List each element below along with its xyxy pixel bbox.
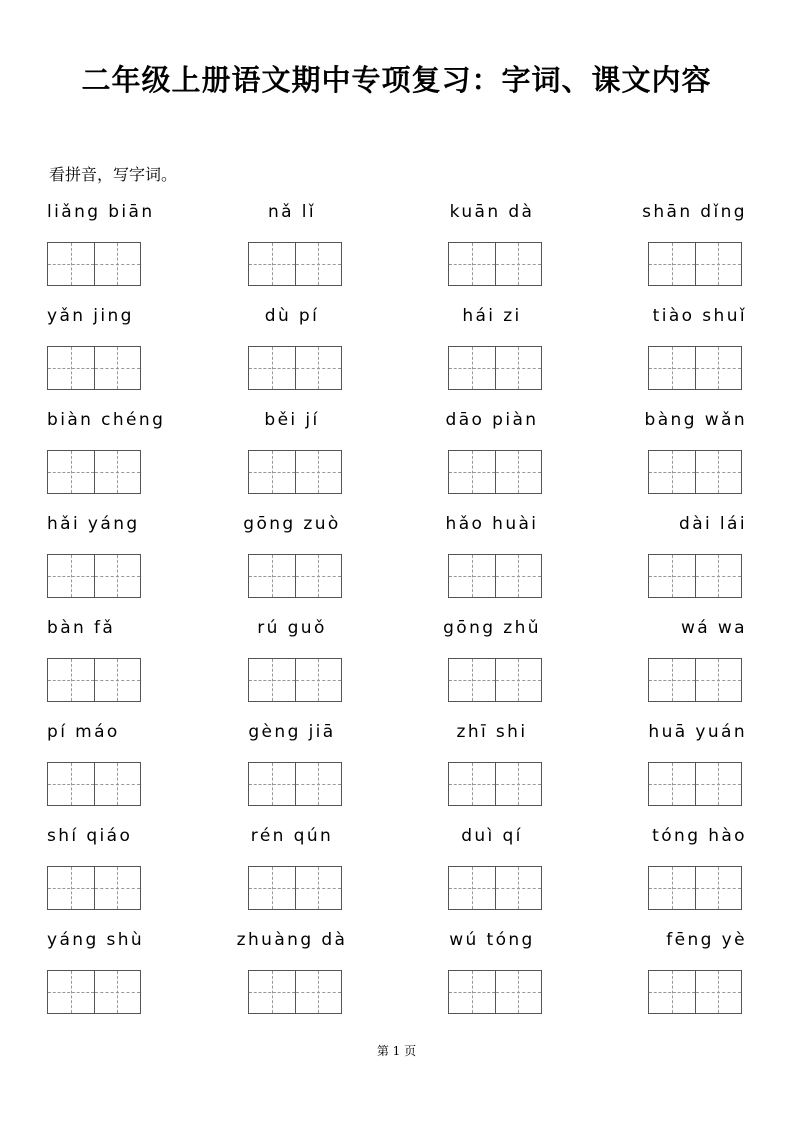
word-item — [202, 826, 382, 930]
writing-boxes — [248, 658, 342, 702]
tian-zi-ge-box[interactable] — [695, 555, 742, 597]
tian-zi-ge-box[interactable] — [249, 347, 295, 389]
word-item — [567, 514, 747, 618]
pinyin-label: zhuàng dà — [236, 930, 348, 950]
writing-boxes — [448, 346, 542, 390]
word-item — [47, 826, 227, 930]
writing-boxes — [448, 762, 542, 806]
pinyin-label: huā yuán — [648, 722, 747, 742]
tian-zi-ge-box[interactable] — [649, 347, 695, 389]
writing-boxes — [248, 346, 342, 390]
pinyin-label: shí qiáo — [47, 826, 133, 846]
tian-zi-ge-box[interactable] — [48, 867, 94, 909]
tian-zi-ge-box[interactable] — [495, 971, 542, 1013]
tian-zi-ge-box[interactable] — [295, 243, 342, 285]
word-item — [567, 306, 747, 410]
pinyin-label: fēng yè — [666, 930, 747, 950]
tian-zi-ge-box[interactable] — [695, 347, 742, 389]
tian-zi-ge-box[interactable] — [649, 555, 695, 597]
tian-zi-ge-box[interactable] — [649, 971, 695, 1013]
pinyin-label: gōng zhǔ — [443, 618, 541, 638]
word-item — [47, 618, 227, 722]
word-item — [202, 410, 382, 514]
writing-boxes — [648, 346, 742, 390]
tian-zi-ge-box[interactable] — [695, 659, 742, 701]
pinyin-label: yáng shù — [47, 930, 145, 950]
pinyin-label: kuān dà — [449, 202, 535, 222]
writing-boxes — [47, 346, 141, 390]
exercise-row — [47, 514, 747, 618]
tian-zi-ge-box[interactable] — [295, 451, 342, 493]
pinyin-label: bàn fǎ — [47, 618, 116, 638]
pinyin-label: duì qí — [461, 826, 523, 846]
word-item — [567, 930, 747, 1034]
tian-zi-ge-box[interactable] — [295, 347, 342, 389]
pinyin-label: hái zi — [462, 306, 522, 326]
tian-zi-ge-box[interactable] — [94, 867, 141, 909]
writing-boxes — [248, 970, 342, 1014]
exercise-row — [47, 722, 747, 826]
tian-zi-ge-box[interactable] — [449, 451, 495, 493]
tian-zi-ge-box[interactable] — [295, 763, 342, 805]
word-item — [402, 930, 582, 1034]
pinyin-label: liǎng biān — [47, 202, 155, 222]
tian-zi-ge-box[interactable] — [249, 971, 295, 1013]
tian-zi-ge-box[interactable] — [249, 659, 295, 701]
word-item — [202, 202, 382, 306]
tian-zi-ge-box[interactable] — [94, 555, 141, 597]
tian-zi-ge-box[interactable] — [249, 867, 295, 909]
writing-boxes — [648, 970, 742, 1014]
word-item — [47, 410, 227, 514]
word-item — [47, 930, 227, 1034]
tian-zi-ge-box[interactable] — [495, 243, 542, 285]
tian-zi-ge-box[interactable] — [695, 243, 742, 285]
writing-boxes — [448, 866, 542, 910]
tian-zi-ge-box[interactable] — [449, 867, 495, 909]
tian-zi-ge-box[interactable] — [94, 763, 141, 805]
tian-zi-ge-box[interactable] — [495, 555, 542, 597]
pinyin-exercise-grid — [47, 202, 747, 1034]
tian-zi-ge-box[interactable] — [48, 243, 94, 285]
pinyin-label: gèng jiā — [248, 722, 336, 742]
pinyin-label: běi jí — [264, 410, 320, 430]
pinyin-label: wú tóng — [449, 930, 535, 950]
tian-zi-ge-box[interactable] — [695, 763, 742, 805]
tian-zi-ge-box[interactable] — [295, 867, 342, 909]
tian-zi-ge-box[interactable] — [249, 555, 295, 597]
exercise-row — [47, 306, 747, 410]
tian-zi-ge-box[interactable] — [695, 971, 742, 1013]
pinyin-label: rú guǒ — [257, 618, 327, 638]
tian-zi-ge-box[interactable] — [449, 347, 495, 389]
word-item — [402, 722, 582, 826]
writing-boxes — [248, 762, 342, 806]
writing-boxes — [448, 450, 542, 494]
pinyin-label: tóng hào — [652, 826, 747, 846]
writing-boxes — [47, 450, 141, 494]
tian-zi-ge-box[interactable] — [94, 451, 141, 493]
page-title: 二年级上册语文期中专项复习：字词、课文内容 — [81, 63, 712, 97]
writing-boxes — [47, 866, 141, 910]
exercise-row — [47, 826, 747, 930]
pinyin-label: pí máo — [47, 722, 120, 742]
pinyin-label: gōng zuò — [243, 514, 341, 534]
writing-boxes — [47, 970, 141, 1014]
tian-zi-ge-box[interactable] — [295, 555, 342, 597]
word-item — [47, 202, 227, 306]
tian-zi-ge-box[interactable] — [649, 243, 695, 285]
word-item — [47, 722, 227, 826]
tian-zi-ge-box[interactable] — [48, 347, 94, 389]
writing-boxes — [47, 242, 141, 286]
tian-zi-ge-box[interactable] — [495, 763, 542, 805]
tian-zi-ge-box[interactable] — [649, 451, 695, 493]
tian-zi-ge-box[interactable] — [449, 659, 495, 701]
tian-zi-ge-box[interactable] — [495, 867, 542, 909]
word-item — [567, 410, 747, 514]
writing-boxes — [248, 242, 342, 286]
tian-zi-ge-box[interactable] — [48, 451, 94, 493]
writing-boxes — [248, 554, 342, 598]
tian-zi-ge-box[interactable] — [94, 659, 141, 701]
tian-zi-ge-box[interactable] — [449, 971, 495, 1013]
tian-zi-ge-box[interactable] — [48, 555, 94, 597]
tian-zi-ge-box[interactable] — [48, 659, 94, 701]
tian-zi-ge-box[interactable] — [48, 763, 94, 805]
word-item — [402, 618, 582, 722]
pinyin-label: biàn chéng — [47, 410, 166, 430]
word-item — [402, 410, 582, 514]
writing-boxes — [448, 658, 542, 702]
page-number: 第 1 页 — [376, 1044, 417, 1058]
word-item — [202, 930, 382, 1034]
word-item — [402, 826, 582, 930]
word-item — [567, 202, 747, 306]
writing-boxes — [47, 554, 141, 598]
pinyin-label: tiào shuǐ — [652, 306, 747, 326]
exercise-row — [47, 618, 747, 722]
writing-boxes — [47, 762, 141, 806]
exercise-instruction: 看拼音，写字词。 — [49, 165, 178, 184]
tian-zi-ge-box[interactable] — [249, 451, 295, 493]
tian-zi-ge-box[interactable] — [295, 659, 342, 701]
tian-zi-ge-box[interactable] — [48, 971, 94, 1013]
writing-boxes — [648, 658, 742, 702]
pinyin-label: dù pí — [264, 306, 320, 326]
tian-zi-ge-box[interactable] — [94, 347, 141, 389]
exercise-row — [47, 930, 747, 1034]
tian-zi-ge-box[interactable] — [449, 763, 495, 805]
tian-zi-ge-box[interactable] — [449, 555, 495, 597]
pinyin-label: dài lái — [679, 514, 747, 534]
writing-boxes — [648, 554, 742, 598]
word-item — [202, 306, 382, 410]
word-item — [567, 722, 747, 826]
exercise-row — [47, 410, 747, 514]
word-item — [402, 514, 582, 618]
tian-zi-ge-box[interactable] — [495, 451, 542, 493]
writing-boxes — [648, 866, 742, 910]
writing-boxes — [47, 658, 141, 702]
writing-boxes — [448, 970, 542, 1014]
pinyin-label: shān dǐng — [642, 202, 747, 222]
word-item — [47, 306, 227, 410]
writing-boxes — [648, 242, 742, 286]
word-item — [202, 618, 382, 722]
tian-zi-ge-box[interactable] — [695, 867, 742, 909]
tian-zi-ge-box[interactable] — [649, 763, 695, 805]
word-item — [567, 826, 747, 930]
pinyin-label: dāo piàn — [445, 410, 539, 430]
tian-zi-ge-box[interactable] — [249, 243, 295, 285]
word-item — [567, 618, 747, 722]
tian-zi-ge-box[interactable] — [695, 451, 742, 493]
tian-zi-ge-box[interactable] — [449, 243, 495, 285]
pinyin-label: hǎo huài — [445, 514, 539, 534]
tian-zi-ge-box[interactable] — [649, 867, 695, 909]
word-item — [47, 514, 227, 618]
writing-boxes — [648, 762, 742, 806]
tian-zi-ge-box[interactable] — [295, 971, 342, 1013]
writing-boxes — [448, 242, 542, 286]
writing-boxes — [248, 866, 342, 910]
tian-zi-ge-box[interactable] — [249, 763, 295, 805]
writing-boxes — [248, 450, 342, 494]
writing-boxes — [448, 554, 542, 598]
tian-zi-ge-box[interactable] — [495, 347, 542, 389]
word-item — [402, 306, 582, 410]
tian-zi-ge-box[interactable] — [495, 659, 542, 701]
pinyin-label: hǎi yáng — [47, 514, 140, 534]
word-item — [202, 514, 382, 618]
word-item — [402, 202, 582, 306]
pinyin-label: zhī shi — [456, 722, 528, 742]
exercise-row — [47, 202, 747, 306]
tian-zi-ge-box[interactable] — [94, 971, 141, 1013]
pinyin-label: bàng wǎn — [644, 410, 747, 430]
pinyin-label: wá wa — [680, 618, 747, 638]
word-item — [202, 722, 382, 826]
tian-zi-ge-box[interactable] — [94, 243, 141, 285]
tian-zi-ge-box[interactable] — [649, 659, 695, 701]
writing-boxes — [648, 450, 742, 494]
pinyin-label: rén qún — [250, 826, 334, 846]
pinyin-label: nǎ lǐ — [267, 202, 317, 222]
pinyin-label: yǎn jing — [47, 306, 134, 326]
